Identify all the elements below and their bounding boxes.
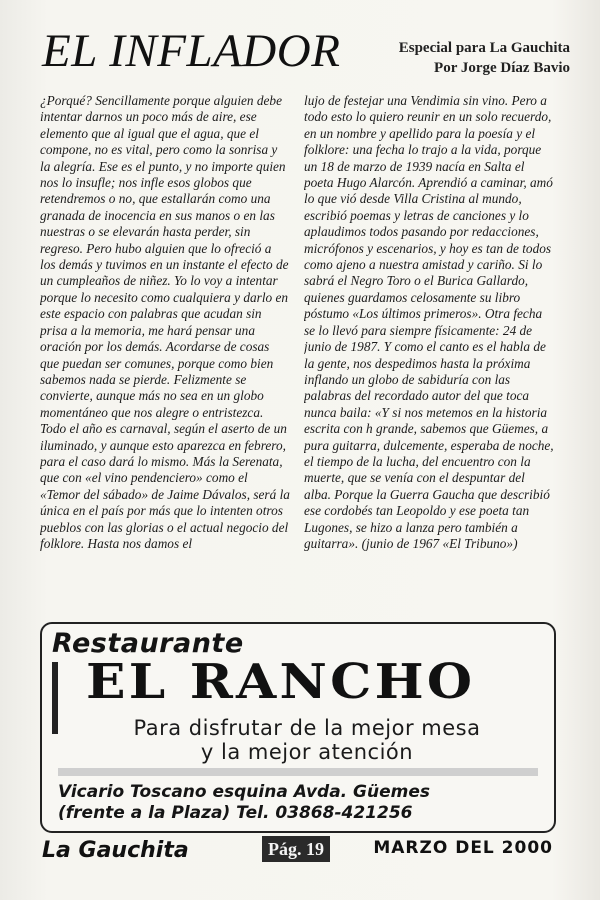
article-text-left: ¿Porqué? Sencillamente porque alguien debe intentar darnos un poco más de aire, ese elemento que al igual que el agua, que el compone, no es vital, pero como la sonrisa y la alegría. Ese es el punto, y no importe quien nos lo insufle; nos infle esos globos que retendremos o no, que estallarán como una granada de inocencia en sus manos o en las nuestras o se elevarán hasta perder, sin regreso. Pero hubo alguien que lo ofreció a los demás y tuvimos en un instante el efecto de un cumpleaños de niñez. Yo lo voy a intentar porque lo necesito como cualquiera y darlo en este espacio con palabras que acudan sin prisa a la memoria, me hará pensar una oración por los demás. Acordarse de cosas que puedan ser comunes, porque como bien sabemos nada se pierde. Felizmente se convierte, aunque más no sea en un globo momentáneo que nos alegre o entristezca. Todo el año es carnaval, según el aserto de un iluminado, y aunque esto aparezca en febrero, para el caso dará lo mismo. Más la Serenata, que con «el vino pendenciero» como el «Temor del sábado» de Jaime Dávalos, será la única en el país por más que lo intenten otros pueblos con las glorias o el actual negocio del folklore. Hasta nos damos el bbox=[40, 93, 290, 551]
column-byline: Por Jorge Díaz Bavio bbox=[434, 60, 570, 76]
ad-tagline bbox=[72, 716, 542, 764]
column-subtitle: Especial para La Gauchita bbox=[398, 40, 570, 56]
page-footer bbox=[40, 834, 555, 868]
ad-decorative-bar bbox=[52, 662, 58, 734]
article-body bbox=[40, 93, 555, 625]
ad-kicker: Restaurante bbox=[52, 628, 244, 659]
ad-tagline-line1: Para disfrutar de la mejor mesa bbox=[133, 716, 481, 740]
ad-address-line2: (frente a la Plaza) Tel. 03868-421256 bbox=[58, 803, 413, 823]
column-meta bbox=[360, 38, 570, 78]
article-text-right: lujo de festejar una Vendimia sin vino. Pero a todo esto lo quiero reunir en un solo recuerdo, en un nombre y apellido para la poesía y el folklore: una fecha lo trajo a la vida, porque un 18 de marzo de 1939 nacía en Salta el poeta Hugo Alarcón. Aprendió a caminar, amó lo que vió desde Villa Cristina al mundo, escribió poemas y letras de canciones y lo aplaudimos todos pasando por redacciones, micrófonos y escenarios, y hoy es tan de todos como ajeno a nuestra amistad y cariño. Si lo sabrá el Negro Toro o el Burica Gallardo, quienes guardamos celosamente su libro póstumo «Los últimos primeros». Otra fecha se lo llevó para siempre físicamente: 24 de junio de 1987. Y como el canto es el habla de la gente, nos despedimos hasta la próxima inflando un globo de sabiduría con las palabras del recordado autor del que toca nunca baila: «Y si nos metemos en la historia escrita con h grande, sabemos que Güemes, a pura guitarra, dulcemente, esperaba de noche, el tiempo de la lucha, del encuentro con la muerte, que se venía con el despuntar del alba. Porque la Guerra Gaucha que describió ese cordobés tan Leopoldo y ese poeta tan Lugones, se hizo a lanza pero también a guitarra». (junio de 1967 «El Tribuno») bbox=[304, 93, 554, 551]
ad-address-line1: Vicario Toscano esquina Avda. Güemes bbox=[58, 782, 431, 802]
ad-tagline-line2: y la mejor atención bbox=[200, 740, 414, 764]
issue-date: MARZO DEL 2000 bbox=[373, 838, 553, 858]
column-title: EL INFLADOR bbox=[42, 25, 341, 77]
ad-address bbox=[58, 782, 548, 824]
page-number: Pág. 19 bbox=[262, 836, 330, 862]
footer-brand: La Gauchita bbox=[42, 838, 189, 863]
article-column-left bbox=[40, 93, 290, 625]
ad-divider bbox=[58, 768, 538, 776]
ad-restaurant-name: EL RANCHO bbox=[86, 654, 476, 710]
article-column-right bbox=[304, 93, 554, 625]
restaurant-advertisement bbox=[40, 622, 556, 833]
